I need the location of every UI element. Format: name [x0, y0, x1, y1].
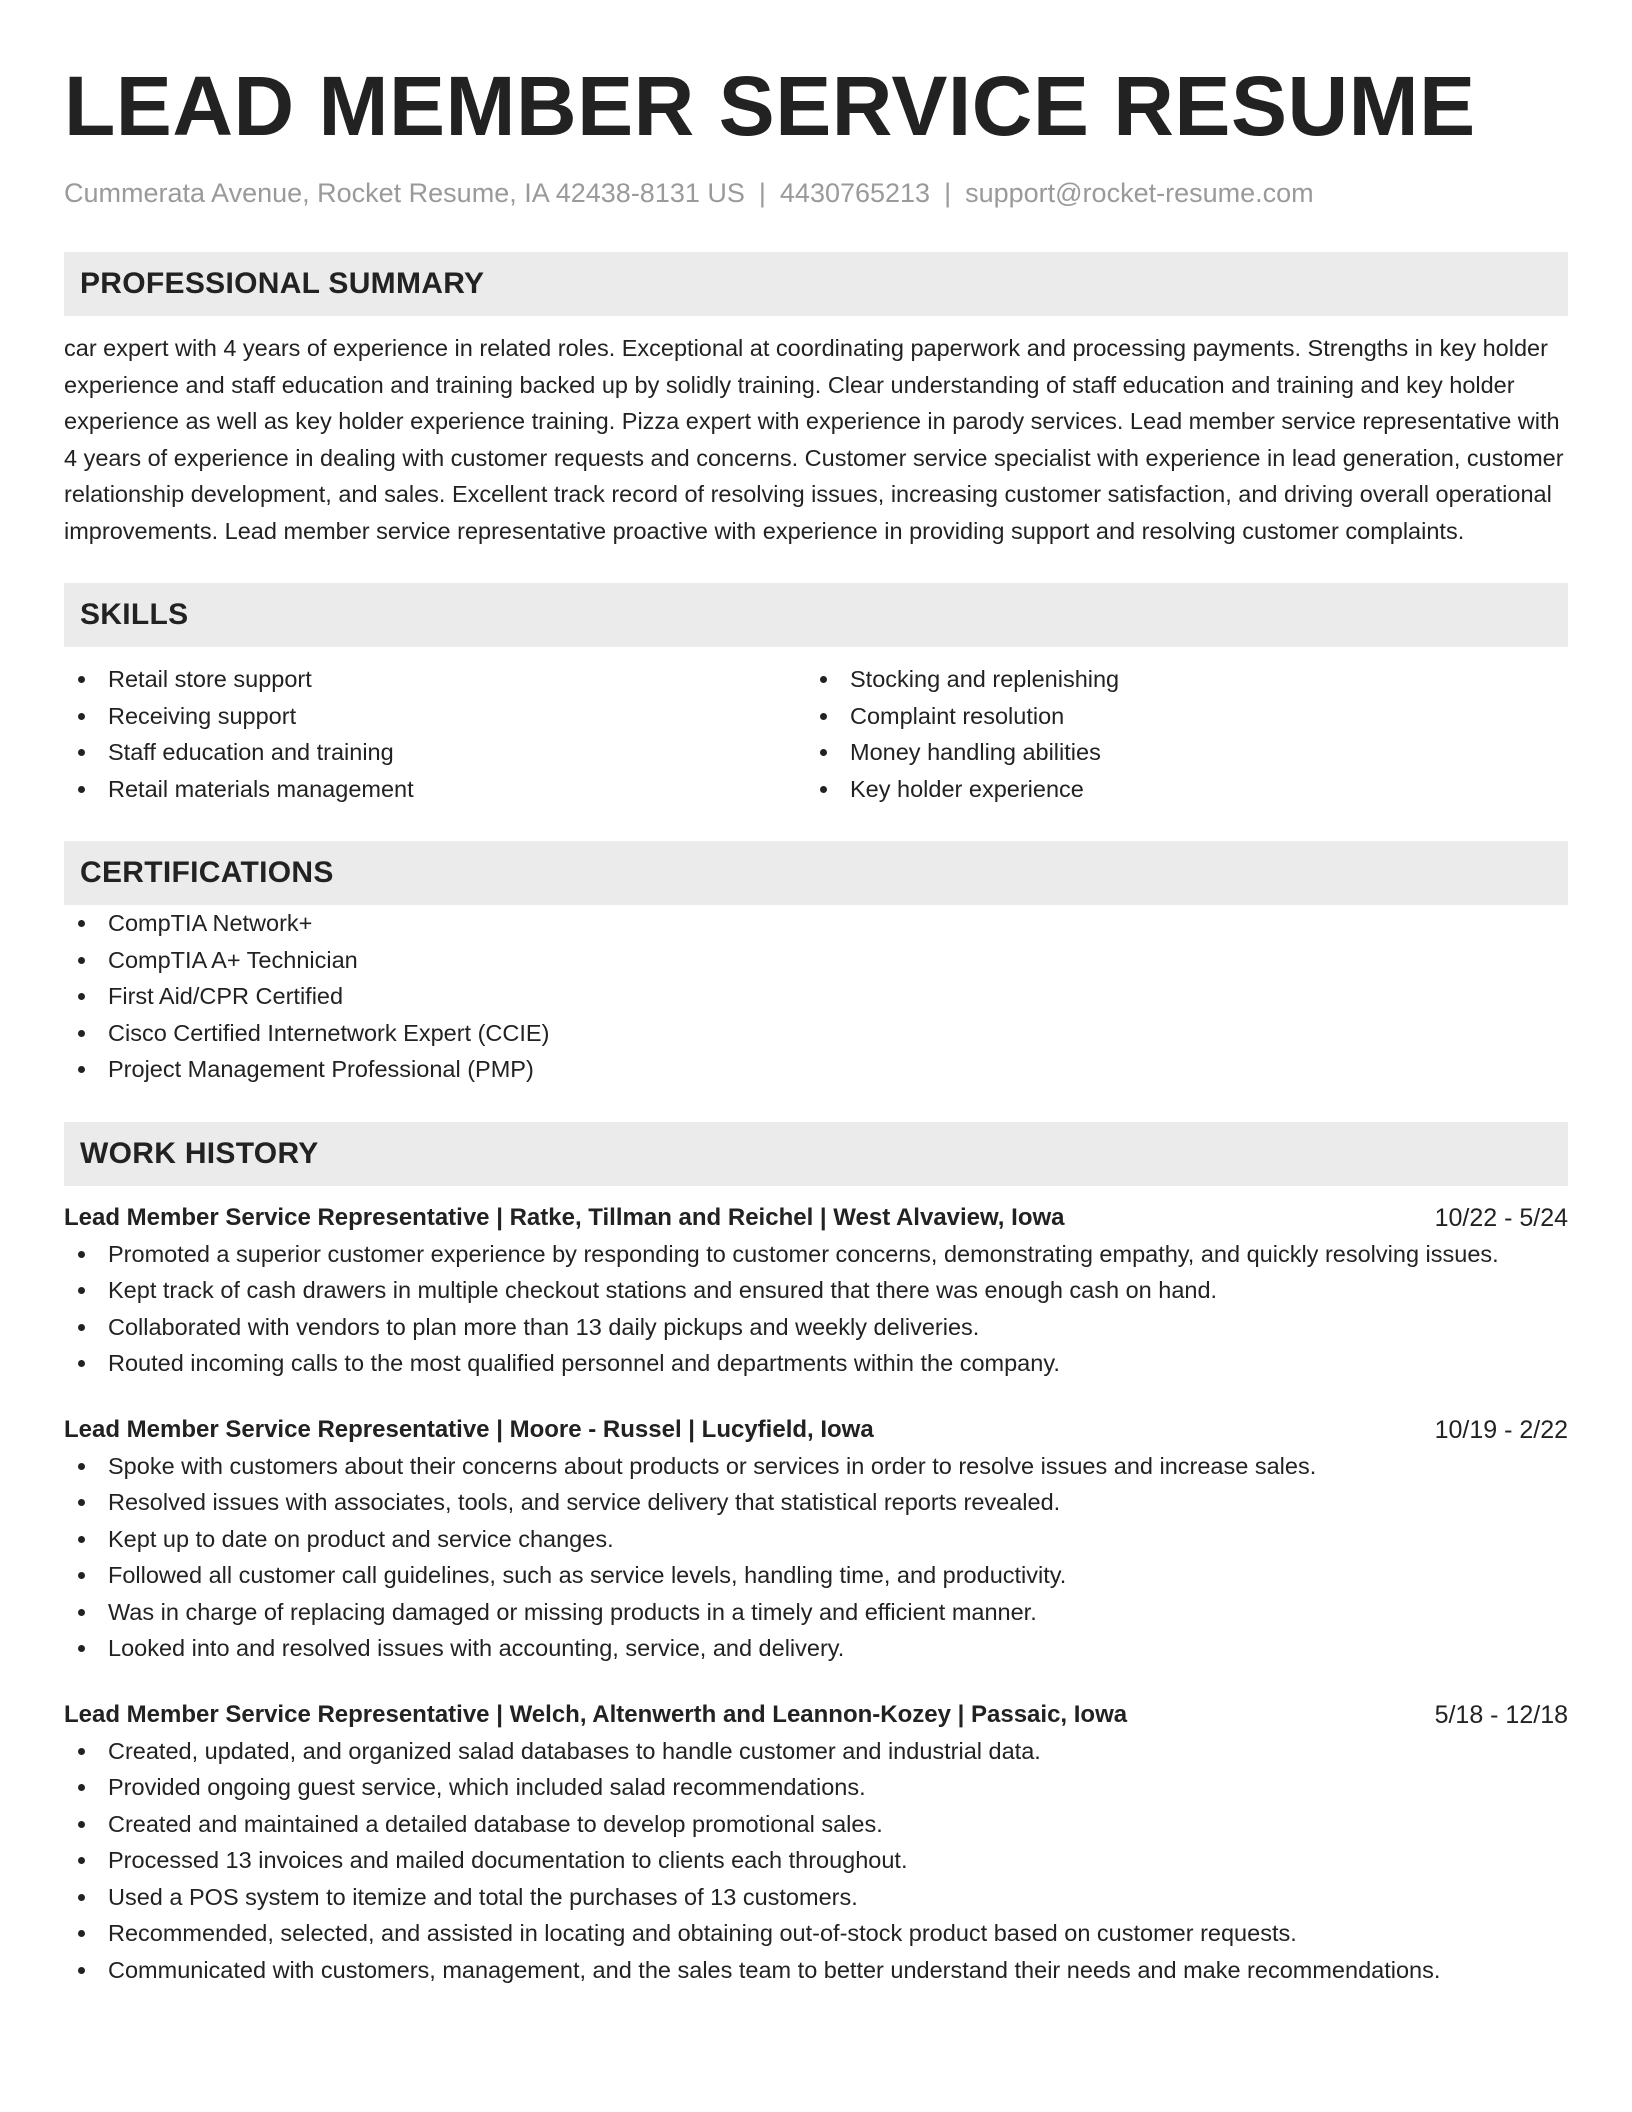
job-bullet: Provided ongoing guest service, which included salad recommendations.: [64, 1769, 1568, 1806]
job-dates: 5/18 - 12/18: [1434, 1700, 1568, 1729]
job-header: [64, 1200, 1568, 1236]
certification-item: Cisco Certified Internetwork Expert (CCIE): [64, 1015, 1568, 1052]
certifications-list: [64, 905, 1568, 1088]
skills-grid: [64, 661, 1568, 807]
job-bullet: Spoke with customers about their concerns about products or services in order to resolve issues and increase sales.: [64, 1448, 1568, 1485]
contact-line: [64, 176, 1568, 210]
job-bullet-list: [64, 1448, 1568, 1667]
skill-item: Retail store support: [64, 661, 806, 698]
job-entry: [64, 1412, 1568, 1667]
job-header: [64, 1697, 1568, 1733]
job-entry: [64, 1200, 1568, 1382]
skills-right-list: [806, 661, 1548, 807]
contact-separator: |: [944, 178, 952, 208]
skill-item: Retail materials management: [64, 771, 806, 808]
skill-item: Key holder experience: [806, 771, 1548, 808]
summary-heading: PROFESSIONAL SUMMARY: [64, 252, 1568, 316]
certification-item: CompTIA A+ Technician: [64, 942, 1568, 979]
work-history-heading: WORK HISTORY: [64, 1122, 1568, 1186]
contact-separator: |: [758, 178, 766, 208]
job-dates: 10/19 - 2/22: [1434, 1415, 1568, 1444]
job-bullet-list: [64, 1236, 1568, 1382]
job-entry: [64, 1697, 1568, 1989]
job-dates: 10/22 - 5/24: [1434, 1203, 1568, 1232]
job-bullet: Processed 13 invoices and mailed documentation to clients each throughout.: [64, 1842, 1568, 1879]
job-bullet: Promoted a superior customer experience by responding to customer concerns, demonstrating empathy, and quickly resolving issues.: [64, 1236, 1568, 1273]
job-bullet: Recommended, selected, and assisted in locating and obtaining out-of-stock product based on customer requests.: [64, 1915, 1568, 1952]
job-title: Lead Member Service Representative | Moore - Russel | Lucyfield, Iowa: [64, 1415, 874, 1443]
resume-page: [64, 0, 1568, 1988]
job-bullet: Kept track of cash drawers in multiple checkout stations and ensured that there was enough cash on hand.: [64, 1272, 1568, 1309]
summary-text: car expert with 4 years of experience in related roles. Exceptional at coordinating paperwork and processing payments. Strengths in key holder experience and staff education and training backed up by solidly training. Clear understanding of staff education and training and key holder experience as well as key holder experience training. Pizza expert with experience in parody services. Lead member service representative with 4 years of experience in dealing with customer requests and concerns. Customer service specialist with experience in lead generation, customer relationship development, and sales. Excellent track record of resolving issues, increasing customer satisfaction, and driving overall operational improvements. Lead member service representative proactive with experience in providing support and resolving customer complaints.: [64, 335, 1564, 544]
job-bullet: Communicated with customers, management, and the sales team to better understand their needs and make recommendations.: [64, 1952, 1568, 1989]
job-bullet: Was in charge of replacing damaged or missing products in a timely and efficient manner.: [64, 1594, 1568, 1631]
resume-title: LEAD MEMBER SERVICE RESUME: [64, 59, 1476, 153]
job-bullet: Created and maintained a detailed database to develop promotional sales.: [64, 1806, 1568, 1843]
work-history-section: [64, 1122, 1568, 1989]
job-bullet: Kept up to date on product and service changes.: [64, 1521, 1568, 1558]
contact-email: support@rocket-resume.com: [965, 178, 1314, 208]
job-bullet: Routed incoming calls to the most qualified personnel and departments within the company.: [64, 1345, 1568, 1382]
skill-item: Staff education and training: [64, 734, 806, 771]
certification-item: Project Management Professional (PMP): [64, 1051, 1568, 1088]
skills-left-list: [64, 661, 806, 807]
certifications-section: [64, 841, 1568, 1088]
skills-heading: SKILLS: [64, 583, 1568, 647]
contact-phone: 4430765213: [779, 178, 931, 208]
job-bullet: Followed all customer call guidelines, such as service levels, handling time, and productivity.: [64, 1557, 1568, 1594]
certification-item: CompTIA Network+: [64, 905, 1568, 942]
job-title: Lead Member Service Representative | Welch, Altenwerth and Leannon-Kozey | Passaic, Iowa: [64, 1700, 1128, 1728]
job-header: [64, 1412, 1568, 1448]
skill-item: Receiving support: [64, 698, 806, 735]
job-bullet: Resolved issues with associates, tools, and service delivery that statistical reports revealed.: [64, 1484, 1568, 1521]
job-bullet: Used a POS system to itemize and total the purchases of 13 customers.: [64, 1879, 1568, 1916]
job-bullet-list: [64, 1733, 1568, 1989]
skill-item: Money handling abilities: [806, 734, 1548, 771]
certifications-heading: CERTIFICATIONS: [64, 841, 1568, 905]
contact-address: Cummerata Avenue, Rocket Resume, IA 42438-8131 US: [64, 178, 745, 208]
skill-item: Stocking and replenishing: [806, 661, 1548, 698]
certification-item: First Aid/CPR Certified: [64, 978, 1568, 1015]
job-bullet: Created, updated, and organized salad databases to handle customer and industrial data.: [64, 1733, 1568, 1770]
job-title: Lead Member Service Representative | Ratke, Tillman and Reichel | West Alvaview, Iowa: [64, 1203, 1065, 1231]
summary-section: [64, 252, 1568, 549]
job-bullet: Looked into and resolved issues with accounting, service, and delivery.: [64, 1630, 1568, 1667]
skills-section: [64, 583, 1568, 807]
skill-item: Complaint resolution: [806, 698, 1548, 735]
job-bullet: Collaborated with vendors to plan more than 13 daily pickups and weekly deliveries.: [64, 1309, 1568, 1346]
